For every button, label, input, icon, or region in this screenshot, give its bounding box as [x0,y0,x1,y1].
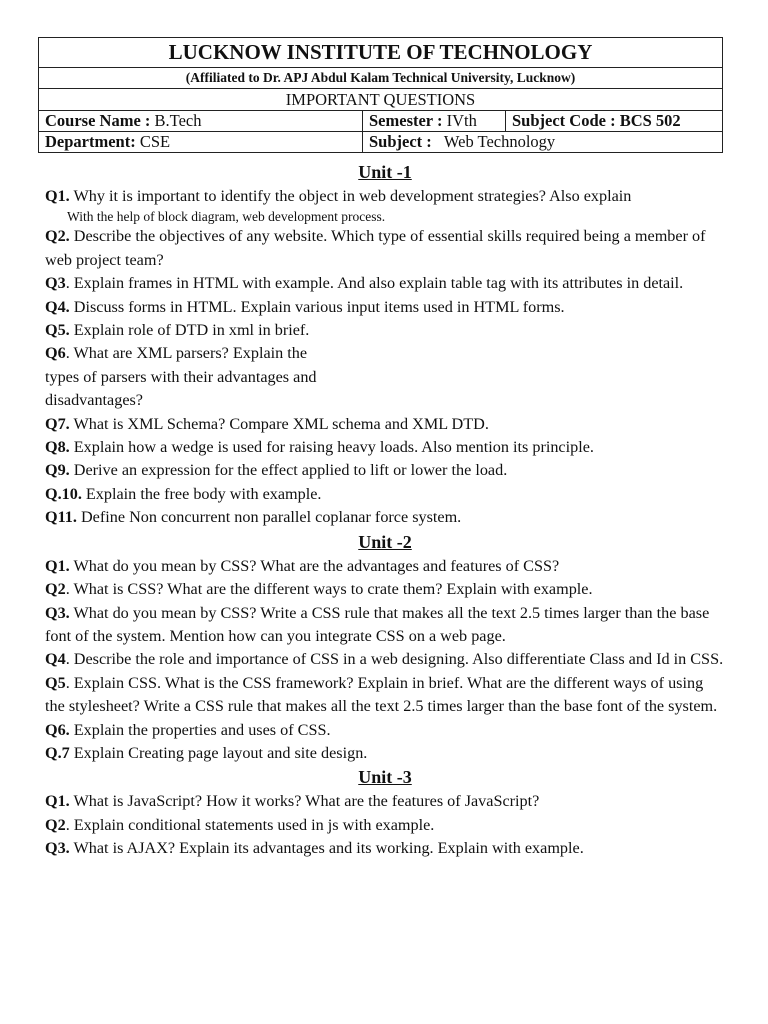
course-name-cell [39,111,363,132]
document-title: IMPORTANT QUESTIONS [39,89,723,111]
question-number: Q2 [45,580,66,599]
question-number: Q3. [45,839,70,858]
question-item [45,272,725,295]
question-number: Q1. [45,792,70,811]
subject-label: Subject : [369,132,432,151]
question-item [45,648,725,671]
question-item [45,837,725,860]
question-number: Q2 [45,815,66,834]
question-text: Why it is important to identify the object in web development strategies? Also explain [69,187,632,205]
question-item [45,459,725,482]
question-item [45,436,725,459]
unit-section [45,160,725,530]
question-item [45,790,725,813]
question-text: What is JavaScript? How it works? What are the features of JavaScript? [69,792,540,811]
question-item [45,814,725,837]
question-text: What do you mean by CSS? Write a CSS rule that makes all the text 2.5 times larger than the base font of the system. Mention how can you integrate CSS on a web page. [45,603,710,645]
question-item [45,296,725,319]
question-text: What do you mean by CSS? What are the advantages and features of CSS? [69,556,560,575]
institute-name: LUCKNOW INSTITUTE OF TECHNOLOGY [39,38,723,68]
subject-cell [363,132,723,153]
question-item [45,483,725,506]
department-label: Department: [45,132,136,151]
question-text: What is XML Schema? Compare XML schema and XML DTD. [69,414,489,433]
question-number: Q5 [45,673,66,692]
question-text: . Describe the role and importance of CSS in a web designing. Also differentiate Class and Id in CSS. [65,650,724,669]
subject-value: Web Technology [431,132,556,151]
question-item [45,225,725,272]
subject-code-cell [506,111,723,132]
course-name-value: B.Tech [150,111,202,130]
question-number: Q8. [45,438,70,457]
unit-heading: Unit -1 [358,162,412,182]
question-number: Q.10. [45,484,82,503]
question-number: Q7. [45,414,70,433]
question-item [45,555,725,578]
unit-section [45,530,725,766]
question-text: Explain role of DTD in xml in brief. [69,321,310,340]
affiliation-line: (Affiliated to Dr. APJ Abdul Kalam Technical University, Lucknow) [39,68,723,89]
question-number: Q3. [45,603,70,622]
subject-code: Subject Code : BCS 502 [512,111,681,130]
department-value: CSE [135,132,171,151]
question-item [45,602,725,649]
course-name-label: Course Name : [45,111,151,130]
semester-label: Semester : [369,111,443,130]
question-text: What is AJAX? Explain its advantages and its working. Explain with example. [69,839,584,858]
question-text: . What are XML parsers? Explain the types of parsers with their advantages and disadvantages? [45,344,317,410]
header-table [38,37,723,153]
question-number: Q2. [45,227,70,246]
question-text: Explain Creating page layout and site design. [69,743,368,762]
questions-body [45,160,725,861]
question-text: . What is CSS? What are the different ways to crate them? Explain with example. [65,580,593,599]
question-item [45,342,725,412]
question-number: Q4. [45,297,70,316]
question-number: Q.7 [45,743,70,762]
question-text: . Explain conditional statements used in js with example. [65,815,435,834]
question-item [45,319,725,342]
question-number: Q9. [45,461,70,480]
question-number: Q3 [45,274,66,293]
question-text: Define Non concurrent non parallel coplanar force system. [76,508,462,527]
question-item [45,742,725,765]
question-number: Q6 [45,344,66,363]
question-text: Derive an expression for the effect applied to lift or lower the load. [69,461,508,480]
question-number: Q1. [45,556,70,575]
unit-section [45,765,725,860]
unit-heading: Unit -2 [358,531,412,552]
question-text: . Explain frames in HTML with example. And also explain table tag with its attributes in detail. [65,274,684,293]
question-text: Discuss forms in HTML. Explain various input items used in HTML forms. [69,297,565,316]
question-text: Explain how a wedge is used for raising heavy loads. Also mention its principle. [69,438,594,457]
department-cell [39,132,363,153]
question-number: Q4 [45,650,66,669]
question-item [45,413,725,436]
question-number: Q6. [45,720,70,739]
question-item [45,578,725,601]
question-number: Q11. [45,508,77,527]
question-text: Explain the properties and uses of CSS. [69,720,331,739]
question-number: Q1. [45,187,70,205]
question-item [45,506,725,529]
semester-cell [363,111,506,132]
question-text: Explain the free body with example. [81,484,322,503]
question-continuation: With the help of block diagram, web development process. [67,209,386,225]
question-item [45,672,725,719]
unit-heading: Unit -3 [358,767,412,788]
question-item [45,185,725,225]
question-number: Q5. [45,321,70,340]
semester-value: IVth [442,111,477,130]
question-item [45,719,725,742]
question-text: Describe the objectives of any website. Which type of essential skills required being a member of web project team? [45,227,706,269]
question-text: . Explain CSS. What is the CSS framework? Explain in brief. What are the different ways of using the stylesheet? Write a CSS rule that makes all the text 2.5 times larger than the base font of the system. [45,673,718,716]
